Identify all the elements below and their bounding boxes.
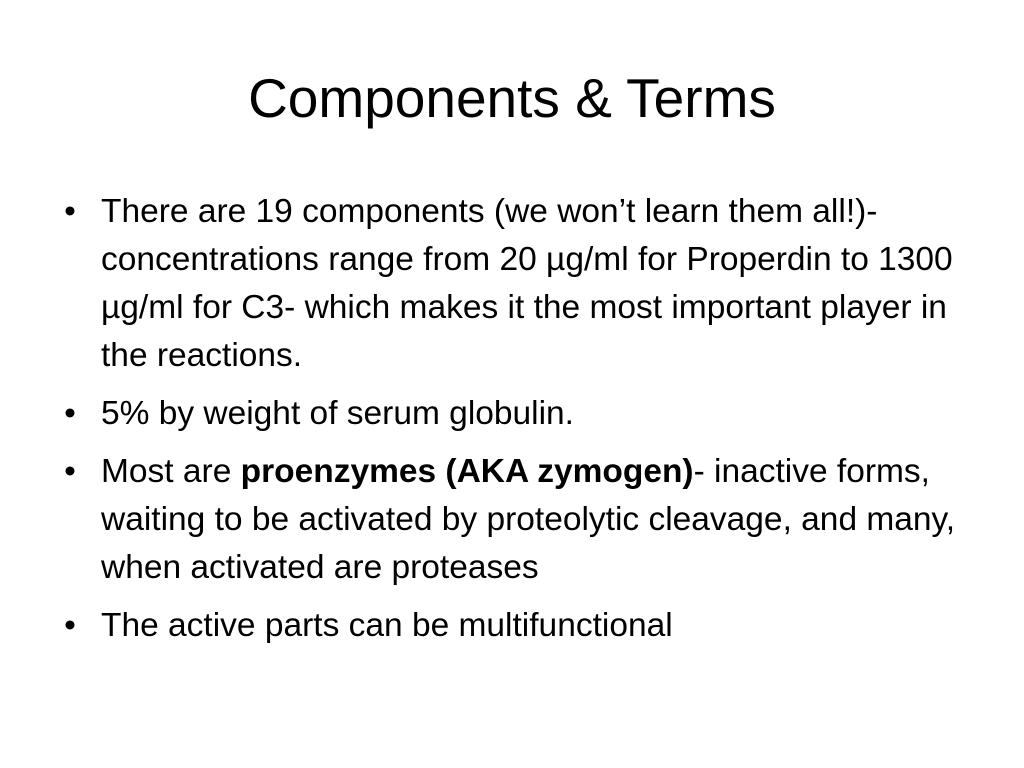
bullet-text: There are 19 components (we won’t learn them all!)- concentrations range from 20 µg/ml for Properdin to 1300 µg/ml for C3- which makes it the most important player in the reactions. (101, 193, 953, 374)
bullet-item-components (60, 188, 960, 380)
bullet-dot-icon: • (64, 395, 76, 432)
bullet-dot-icon: • (64, 193, 76, 230)
bullet-text: The active parts can be multifunctional (101, 607, 673, 644)
bullet-bold-term: proenzymes (AKA zymogen) (240, 453, 694, 490)
bullet-text: 5% by weight of serum globulin. (101, 395, 574, 432)
bullet-text-suffix: - inactive forms, waiting to be activated by proteolytic cleavage, and many, when activated are proteases (101, 453, 956, 586)
slide-title: Components & Terms (248, 67, 776, 129)
bullet-dot-icon: • (64, 453, 76, 490)
bullet-text-prefix: Most are (101, 453, 241, 490)
bullet-list (60, 188, 960, 660)
bullet-item-proenzymes (60, 448, 960, 592)
bullet-dot-icon: • (64, 607, 76, 644)
bullet-item-multifunctional (60, 602, 960, 650)
bullet-item-serum-globulin (60, 390, 960, 438)
